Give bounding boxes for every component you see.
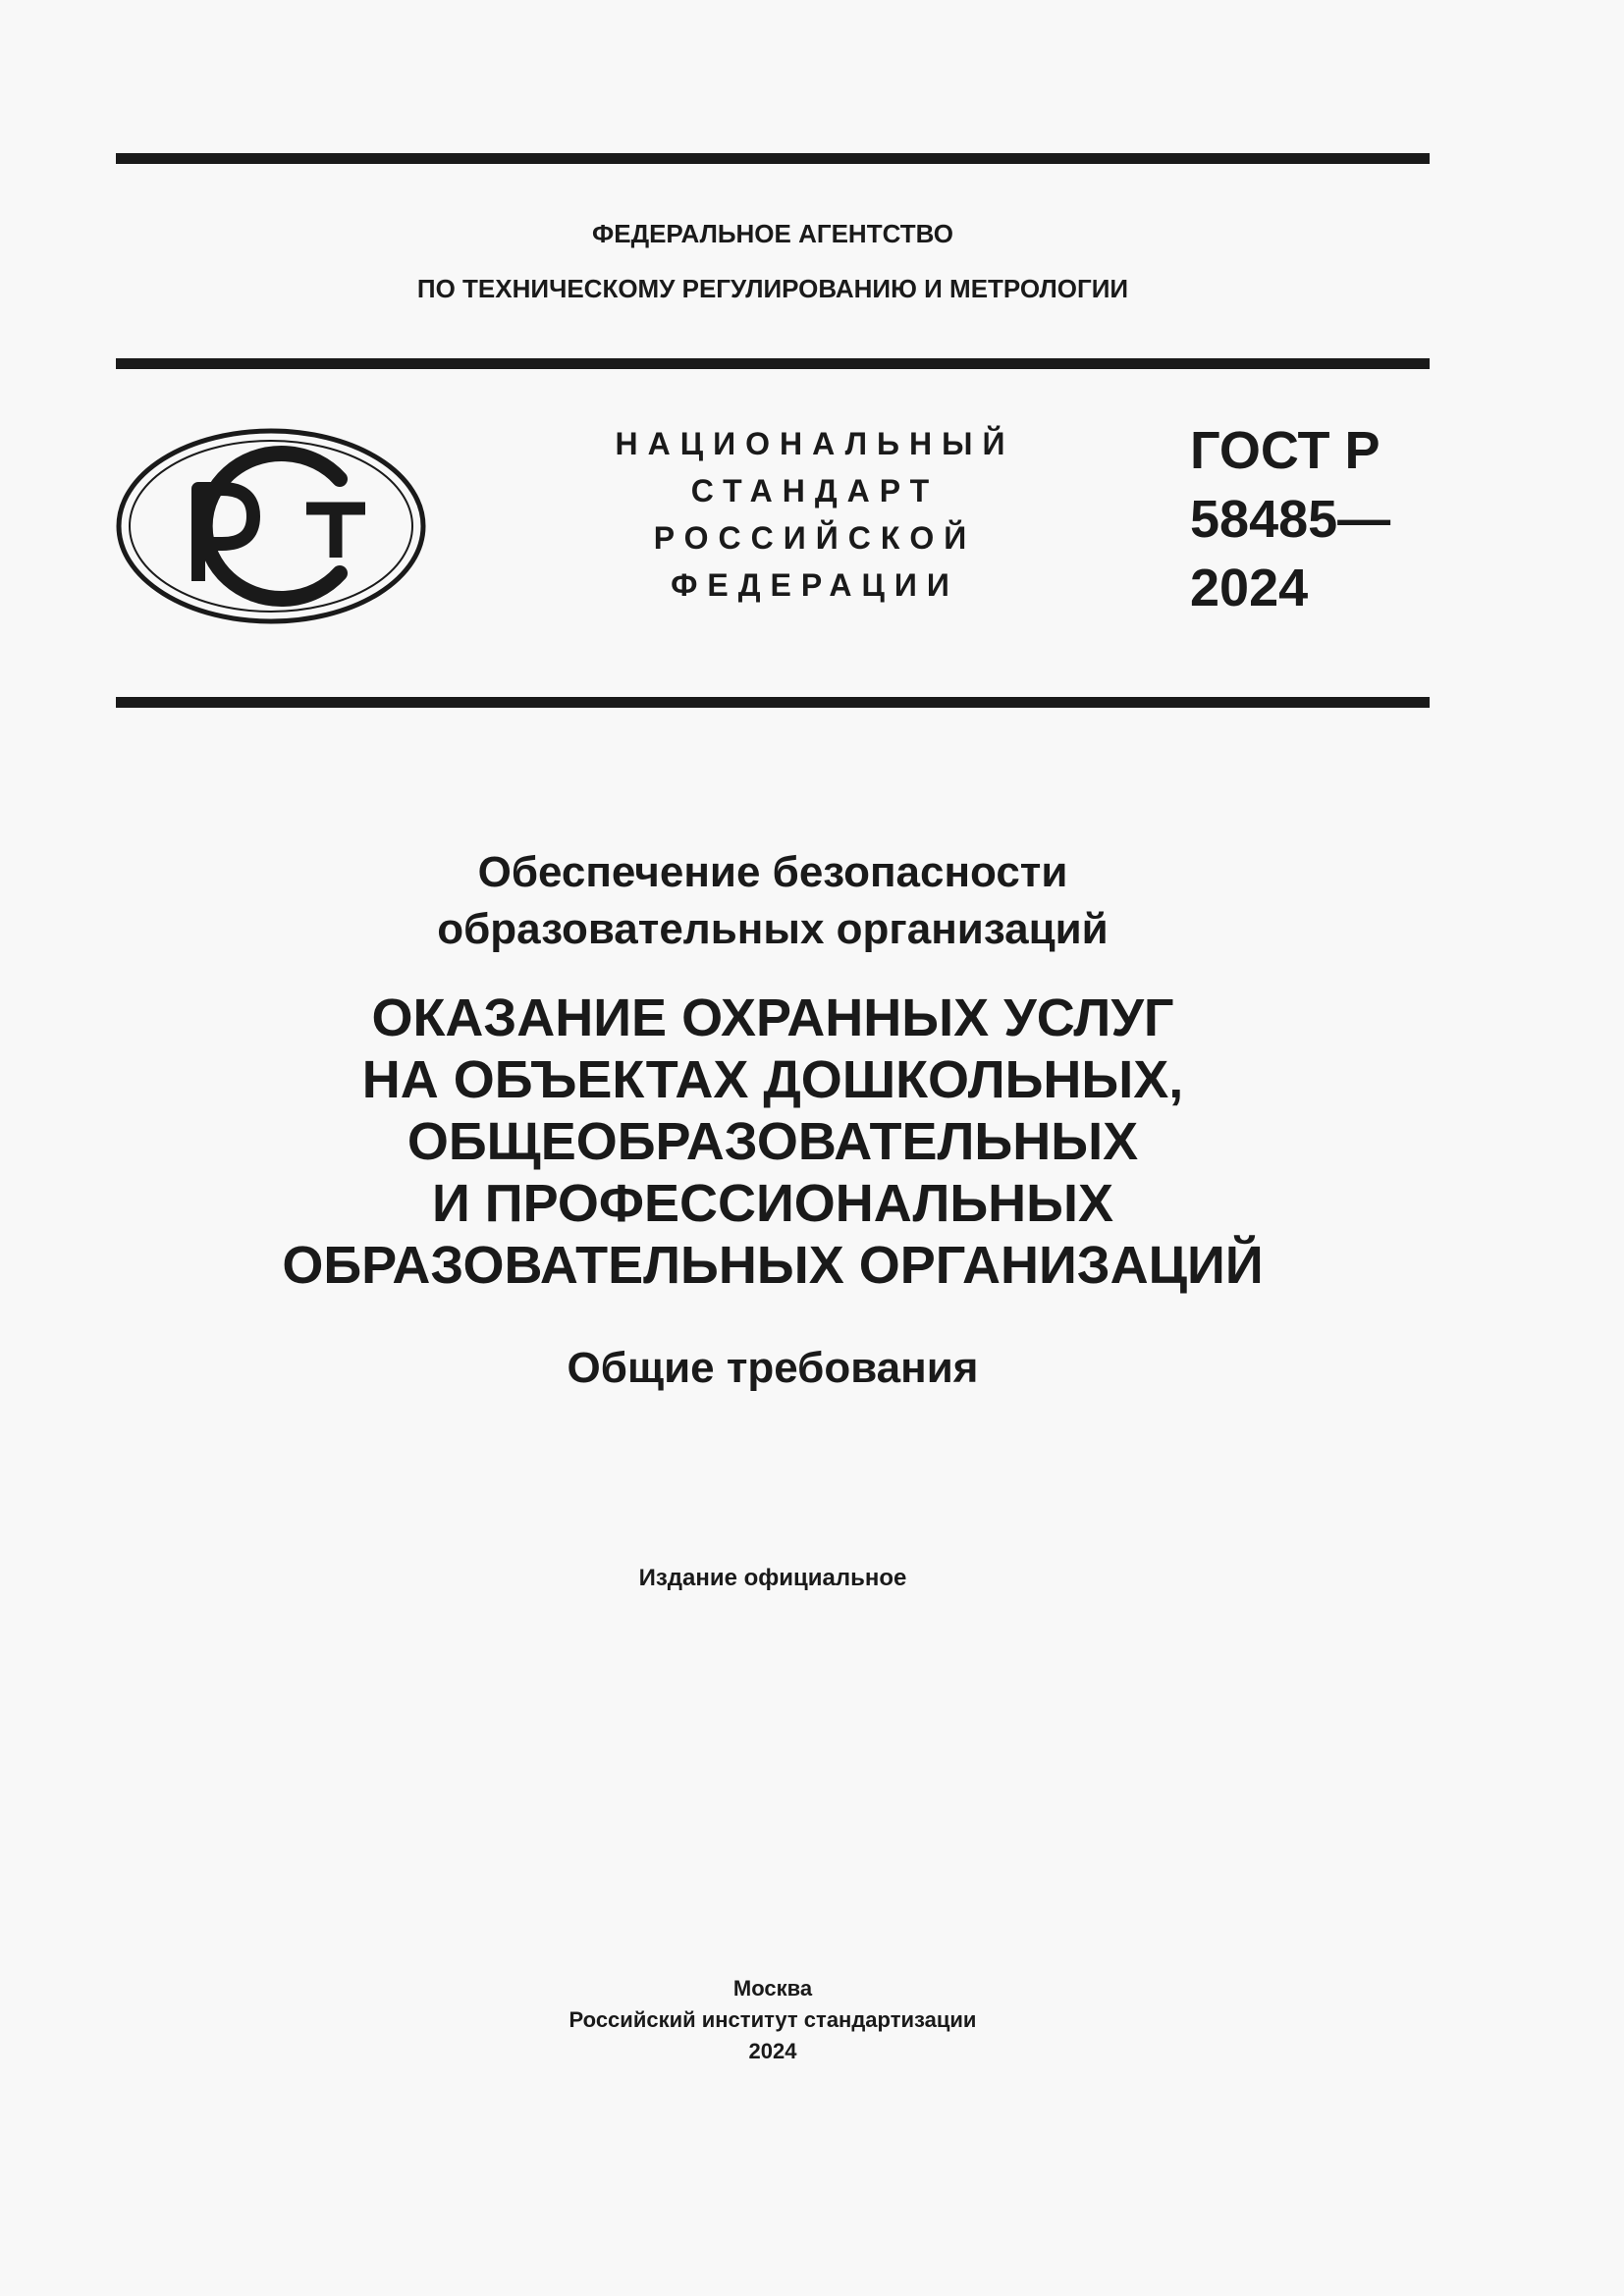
title-line-5: ОБРАЗОВАТЕЛЬНЫХ ОРГАНИЗАЦИЙ [282,1236,1264,1295]
standard-type-block [550,420,1080,609]
title-rule [116,697,1430,708]
top-rule [116,153,1430,164]
agency-header [116,206,1430,316]
title-line-4: И ПРОФЕССИОНАЛЬНЫХ [431,1174,1114,1233]
publisher-year: 2024 [748,2039,797,2063]
publisher-block [116,1973,1430,2067]
document-title [116,988,1430,1297]
standard-type-line-2: СТАНДАРТ [690,473,940,508]
agency-line-2: ПО ТЕХНИЧЕСКОМУ РЕГУЛИРОВАНИЮ И МЕТРОЛОГИИ [416,274,1129,303]
document-part-title: Общие требования [567,1344,979,1392]
title-line-1: ОКАЗАНИЕ ОХРАННЫХ УСЛУГ [371,988,1174,1047]
designation-line-3: 2024 [1190,559,1309,617]
designation-line-1: ГОСТ Р [1190,421,1380,480]
designation-line-2: 58485— [1190,490,1391,549]
title-line-2: НА ОБЪЕКТАХ ДОШКОЛЬНЫХ, [361,1050,1184,1109]
publisher-institute: Российский институт стандартизации [568,2007,977,2032]
edition-label: Издание официальное [638,1565,907,1591]
standard-type-line-1: НАЦИОНАЛЬНЫЙ [615,426,1015,461]
rst-mark-icon [116,428,426,624]
publisher-city: Москва [732,1976,813,2001]
rst-logo-svg [116,428,426,624]
standard-type-line-3: РОССИЙСКОЙ [653,520,977,556]
header-rule [116,358,1430,369]
agency-line-1: ФЕДЕРАЛЬНОЕ АГЕНТСТВО [592,219,953,248]
subtitle-line-2: образовательных организаций [437,905,1109,953]
standard-designation [1190,416,1390,622]
subtitle-line-1: Обеспечение безопасности [477,848,1068,896]
title-line-3: ОБЩЕОБРАЗОВАТЕЛЬНЫХ [406,1112,1139,1171]
standard-type-line-4: ФЕДЕРАЦИИ [671,567,959,603]
document-subtitle [116,844,1430,958]
